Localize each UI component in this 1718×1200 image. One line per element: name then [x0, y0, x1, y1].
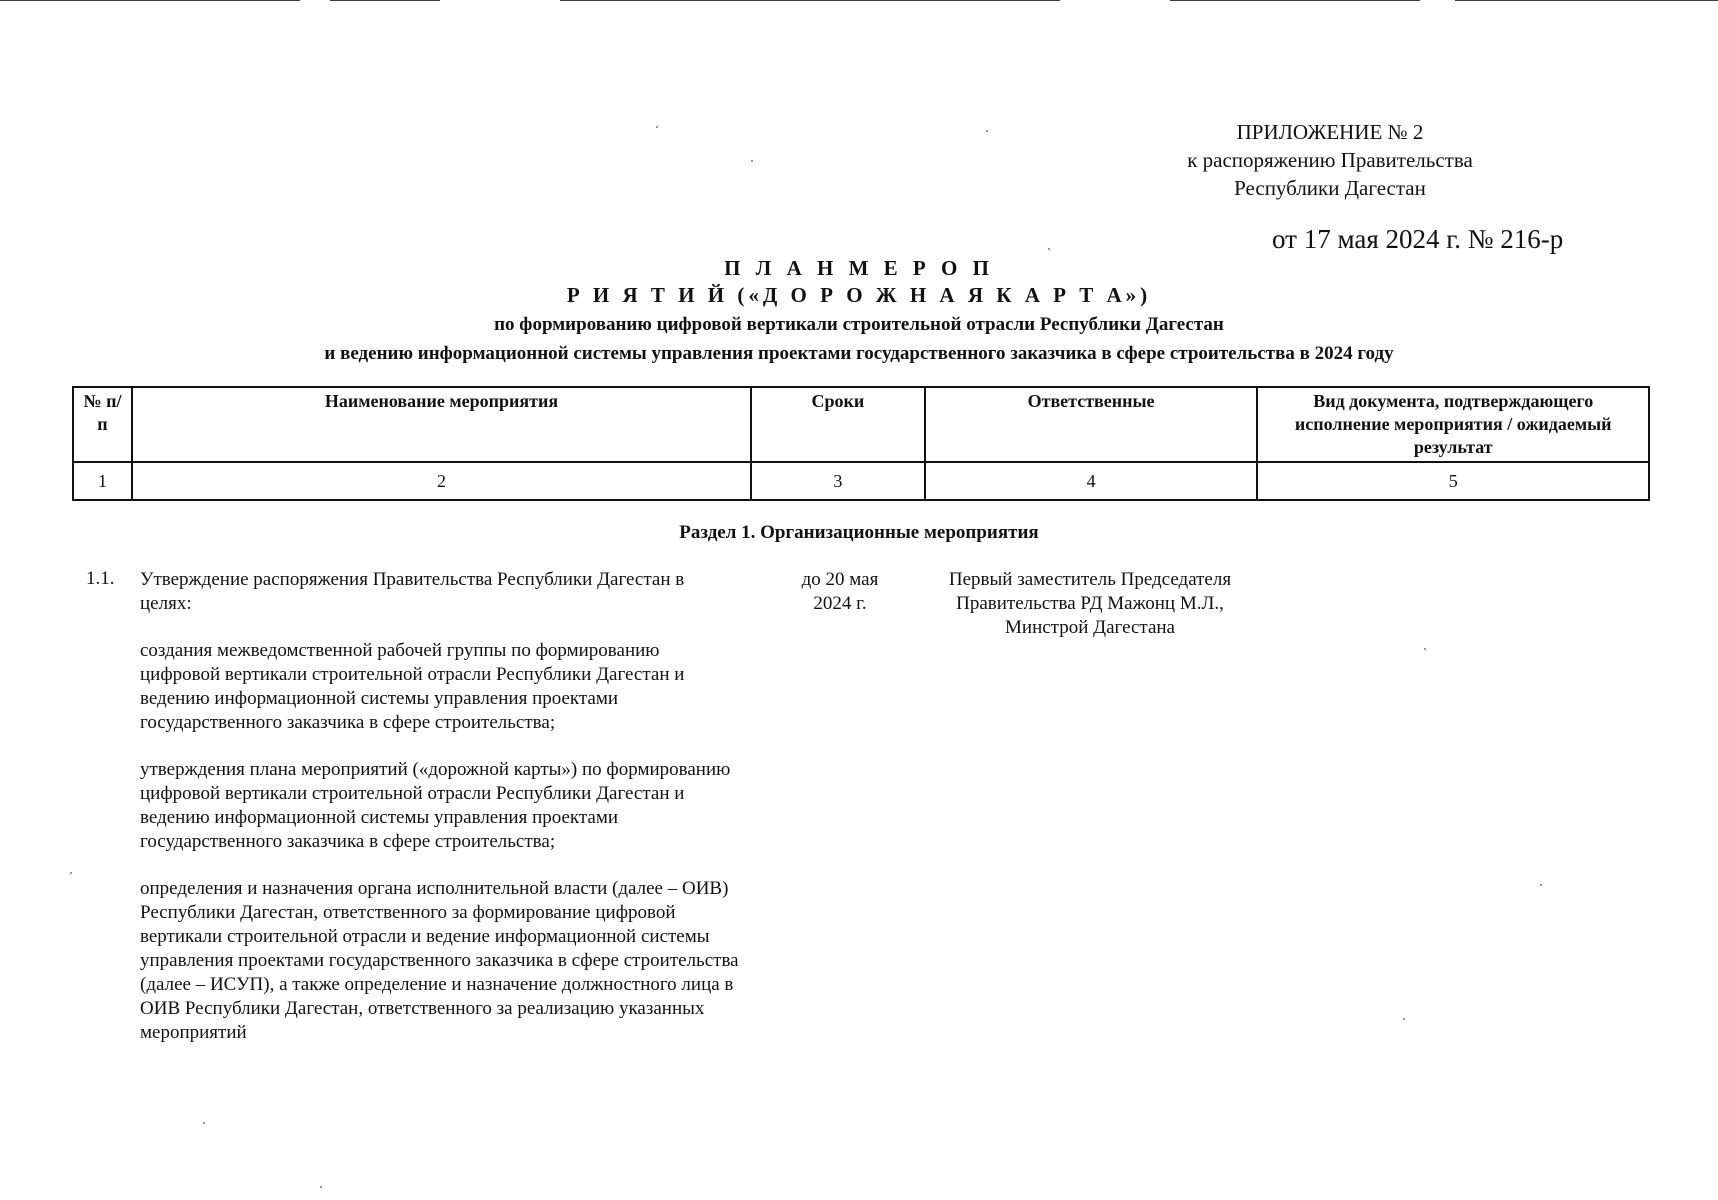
scan-speck	[1403, 1018, 1405, 1020]
responsible-line: Первый заместитель Председателя	[948, 569, 1232, 590]
scan-speck	[986, 130, 988, 132]
column-number: 3	[751, 462, 925, 500]
header-responsible: Ответственные	[925, 387, 1258, 462]
item-paragraph: Утверждение распоряжения Правительства Республики Дагестан в целях:	[140, 569, 685, 614]
item-paragraph: создания межведомственной рабочей группы по формированию цифровой вертикали строительной отрасли Республики Дагестан и ведению информационной системы управления проектами государственного заказчика в сфере строительства;	[140, 640, 685, 733]
title-subline: и ведению информационной системы управления проектами государственного заказчика в сфере строительства в 2024 году	[324, 343, 1394, 364]
item-term	[780, 568, 900, 616]
appendix-line: к распоряжению Правительства	[1187, 148, 1473, 172]
scan-speck	[203, 1122, 205, 1124]
responsible-line: Правительства РД Мажонц М.Л.,	[956, 593, 1224, 614]
column-number: 2	[132, 462, 751, 500]
section-title: Раздел 1. Организационные мероприятия	[679, 522, 1039, 543]
term-line: до 20 мая	[801, 569, 879, 590]
scan-speck	[320, 1186, 322, 1188]
scan-speck	[751, 160, 753, 162]
scan-speck	[1540, 884, 1542, 886]
header-document: Вид документа, подтверждающего исполнение мероприятия / ожидаемый результат	[1257, 387, 1649, 462]
header-name: Наименование мероприятия	[132, 387, 751, 462]
title-line: П Л А Н М Е Р О П	[724, 256, 994, 280]
title-line: Р И Я Т И Й («Д О Р О Ж Н А Я К А Р Т А»)	[566, 283, 1152, 307]
title-subline: по формированию цифровой вертикали строительной отрасли Республики Дагестан	[494, 314, 1224, 335]
scan-speck	[1424, 648, 1426, 650]
scan-edge-line	[330, 0, 440, 1]
item-number: 1.1.	[86, 568, 115, 589]
scan-speck	[656, 126, 658, 128]
term-line: 2024 г.	[813, 593, 867, 614]
item-paragraph: определения и назначения органа исполнительной власти (далее – ОИВ) Республики Дагестан, ответственного за формирование цифровой вертикали строительной отрасли и ведение информационной системы управления проектами государственного заказчика в сфере строительства (далее – ИСУП), а также определение и назначение должностного лица в ОИВ Республики Дагестан, ответственного за реализацию указанных мероприятий	[140, 878, 739, 1043]
scan-edge-line	[1455, 0, 1718, 1]
scan-edge-line	[560, 0, 1060, 1]
scan-edge-line	[0, 0, 300, 1]
scan-speck	[1048, 248, 1050, 250]
scan-edge-line	[1170, 0, 1420, 1]
column-number: 1	[73, 462, 132, 500]
header-row	[73, 387, 1649, 462]
header-num: № п/п	[73, 387, 132, 462]
document-title	[0, 255, 1718, 367]
header-term: Сроки	[751, 387, 925, 462]
scan-speck	[70, 872, 72, 874]
appendix-block	[1180, 118, 1480, 202]
column-number: 5	[1257, 462, 1649, 500]
item-responsible	[920, 568, 1260, 640]
item-description	[140, 568, 740, 1068]
column-number-row	[73, 462, 1649, 500]
appendix-line: ПРИЛОЖЕНИЕ № 2	[1236, 120, 1424, 144]
item-paragraph: утверждения плана мероприятий («дорожной карты») по формированию цифровой вертикали строительной отрасли Республики Дагестан и ведению информационной системы управления проектами государственного заказчика в сфере строительства;	[140, 759, 731, 852]
column-number: 4	[925, 462, 1258, 500]
appendix-line: Республики Дагестан	[1234, 176, 1426, 200]
responsible-line: Минстрой Дагестана	[1005, 617, 1175, 638]
plan-header-table	[72, 386, 1650, 501]
decree-reference: от 17 мая 2024 г. № 216-р	[1272, 224, 1564, 254]
